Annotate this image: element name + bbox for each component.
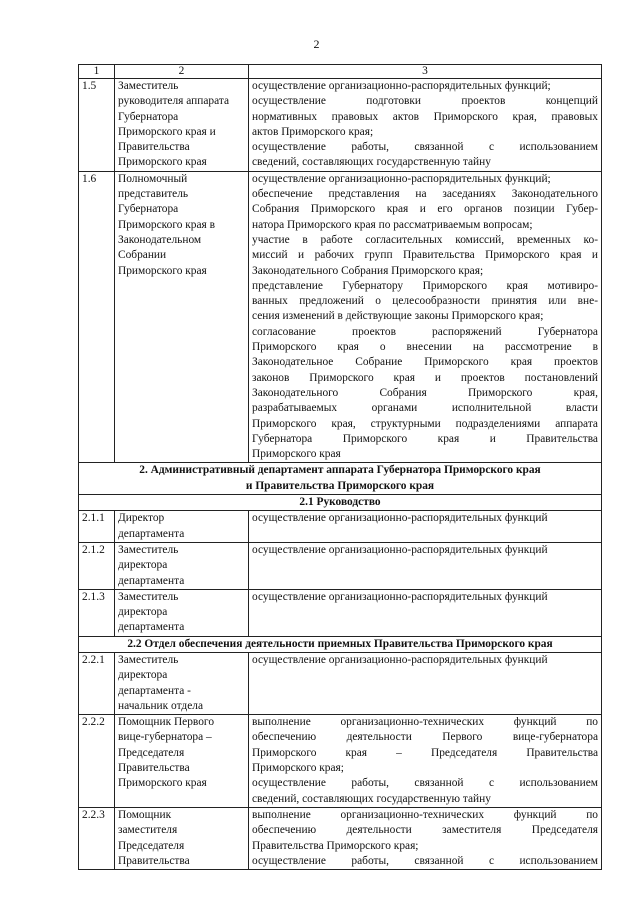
position-title [115, 807, 249, 869]
duty-line: выполнение организационно-технических функций по [252, 808, 598, 821]
position-title-line: Правительства [118, 762, 190, 775]
position-title-line: Заместитель [118, 543, 179, 556]
duty-line: Приморского края о внесении на рассмотрение в [252, 341, 598, 354]
duty-line: Законодательного Собрания Приморского края; [252, 264, 484, 277]
position-title-line: Приморского края [118, 777, 207, 790]
position-title-line: Приморского края в [118, 218, 216, 231]
position-title-line: Председателя [118, 839, 185, 852]
table-row [79, 511, 602, 543]
item-number: 2.2.1 [79, 652, 115, 714]
position-title-line: Приморского края [118, 156, 207, 169]
duty-line: осуществление организационно-распорядительных функций [252, 653, 548, 666]
duty-line: нормативных правовых актов Приморского края, правовых [252, 110, 598, 123]
table-row [79, 715, 602, 808]
duty-line: участие в работе согласительных комиссий, временных ко- [252, 233, 598, 246]
position-duties [249, 807, 602, 869]
item-number: 2.2.3 [79, 807, 115, 869]
duty-line: Законодательное Собрание Приморского края проектов [252, 356, 598, 369]
position-title [115, 652, 249, 714]
table-row [79, 79, 602, 172]
position-title-line: Приморского края [118, 264, 207, 277]
position-title-line: Помощник [118, 808, 172, 821]
position-title-line: Заместитель [118, 80, 179, 92]
item-number: 1.6 [79, 171, 115, 463]
section-heading [79, 463, 602, 495]
section-heading [79, 495, 602, 511]
duty-line: сведений, составляющих государственную тайну [252, 792, 491, 805]
item-number: 2.1.3 [79, 589, 115, 636]
duty-line: согласование проектов распоряжений Губернатора [252, 325, 598, 338]
column-number-1: 1 [79, 65, 115, 79]
position-title-line: Законодательном [118, 233, 202, 246]
page-number: 2 [313, 37, 320, 51]
table-row [79, 589, 602, 636]
duty-line: Правительства Приморского края; [252, 839, 419, 852]
position-title [115, 171, 249, 463]
duty-line: Губернатора Приморского края и Правительства [252, 432, 598, 445]
duty-line: ванных предложений о целесообразности принятия или вне- [252, 295, 598, 308]
duty-line: Приморского края – Председателя Правительства [252, 746, 598, 759]
position-title-line: вице-губернатора – [118, 731, 212, 744]
position-title [115, 79, 249, 172]
position-title-line: директора [118, 669, 168, 682]
duty-line: осуществление работы, связанной с использованием [252, 777, 598, 790]
position-title-line: департамента [118, 574, 185, 587]
item-number: 2.1.2 [79, 542, 115, 589]
position-duties [249, 79, 602, 172]
position-title-line: департамента [118, 527, 185, 540]
item-number: 1.5 [79, 79, 115, 172]
duty-line: осуществление организационно-распорядительных функций [252, 543, 548, 556]
duty-line: разрабатываемых органами исполнительной власти [252, 402, 598, 415]
table-row [79, 652, 602, 714]
table-body [79, 65, 602, 870]
position-title-line: Собрании [118, 249, 167, 262]
table-row [79, 807, 602, 869]
position-title-line: Директор [118, 512, 165, 525]
position-duties [249, 171, 602, 463]
position-title-line: Губернатора [118, 110, 179, 123]
duty-line: выполнение организационно-технических функций по [252, 716, 598, 729]
duty-line: обеспечению деятельности Первого вице-губернатора [252, 731, 598, 744]
position-duties [249, 542, 602, 589]
duty-line: Собрания Приморского края и его органов позиции Губер- [252, 203, 598, 216]
duty-line: Законодательного Собрания Приморского края, [252, 386, 598, 399]
duty-line: осуществление работы, связанной с использованием [252, 141, 598, 154]
position-title [115, 589, 249, 636]
position-title-line: Правительства [118, 854, 190, 867]
table-row [79, 171, 602, 463]
position-duties [249, 511, 602, 543]
position-duties [249, 715, 602, 808]
position-title-line: Заместитель [118, 653, 179, 666]
section-heading-line: 2. Административный департамент аппарата Губернатора Приморского края [139, 464, 541, 477]
position-title [115, 715, 249, 808]
section-row [79, 463, 602, 495]
duty-line: сведений, составляющих государственную тайну [252, 156, 491, 169]
position-title-line: Заместитель [118, 590, 179, 603]
column-number-2: 2 [115, 65, 249, 79]
position-title [115, 542, 249, 589]
column-number-row [79, 65, 602, 79]
positions-table [78, 64, 602, 870]
duty-line: осуществление организационно-распорядительных функций; [252, 172, 551, 185]
table-row [79, 542, 602, 589]
position-duties [249, 589, 602, 636]
duty-line: осуществление организационно-распорядительных функций [252, 590, 548, 603]
section-row [79, 495, 602, 511]
duty-line: Приморского края, структурными подразделениями аппарата [252, 417, 598, 430]
position-title-line: Полномочный [118, 172, 188, 185]
duty-line: осуществление организационно-распорядительных функций; [252, 80, 551, 92]
duty-line: актов Приморского края; [252, 125, 374, 138]
position-title-line: начальник отдела [118, 699, 203, 712]
section-heading-line: 2.2 Отдел обеспечения деятельности приемных Правительства Приморского края [127, 637, 553, 650]
position-title-line: Помощник Первого [118, 716, 215, 729]
item-number: 2.1.1 [79, 511, 115, 543]
duty-line: осуществление организационно-распорядительных функций [252, 512, 548, 525]
position-title-line: Председателя [118, 746, 185, 759]
duty-line: натора Приморского края по рассматриваемым вопросам; [252, 218, 533, 231]
duty-line: обеспечение представления на заседаниях Законодательного [252, 188, 598, 201]
position-title-line: директора [118, 559, 168, 572]
duty-line: осуществление подготовки проектов концепций [252, 95, 598, 108]
position-title [115, 511, 249, 543]
column-number-3: 3 [249, 65, 602, 79]
section-heading-line: 2.1 Руководство [299, 496, 381, 509]
duty-line: миссий и рабочих групп Правительства Приморского края и [252, 249, 598, 262]
position-title-line: представитель [118, 188, 189, 201]
duty-line: сения изменений в действующие законы Приморского края; [252, 310, 544, 323]
item-number: 2.2.2 [79, 715, 115, 808]
position-title-line: заместителя [118, 824, 178, 837]
duty-line: осуществление работы, связанной с использованием [252, 854, 598, 867]
position-title-line: Приморского края и [118, 125, 216, 138]
position-duties [249, 652, 602, 714]
section-row [79, 636, 602, 652]
duty-line: законов Приморского края и проектов постановлений [252, 371, 598, 384]
section-heading [79, 636, 602, 652]
position-title-line: директора [118, 606, 168, 619]
duty-line: Приморского края; [252, 762, 344, 775]
position-title-line: Губернатора [118, 203, 179, 216]
duty-line: Приморского края [252, 448, 341, 461]
position-title-line: департамента [118, 621, 185, 634]
position-title-line: Правительства [118, 141, 190, 154]
section-heading-line: и Правительства Приморского края [245, 479, 435, 492]
position-title-line: департамента - [118, 684, 191, 697]
position-title-line: руководителя аппарата [118, 95, 230, 108]
duty-line: представление Губернатору Приморского края мотивиро- [252, 279, 598, 292]
duty-line: обеспечению деятельности заместителя Председателя [252, 824, 598, 837]
